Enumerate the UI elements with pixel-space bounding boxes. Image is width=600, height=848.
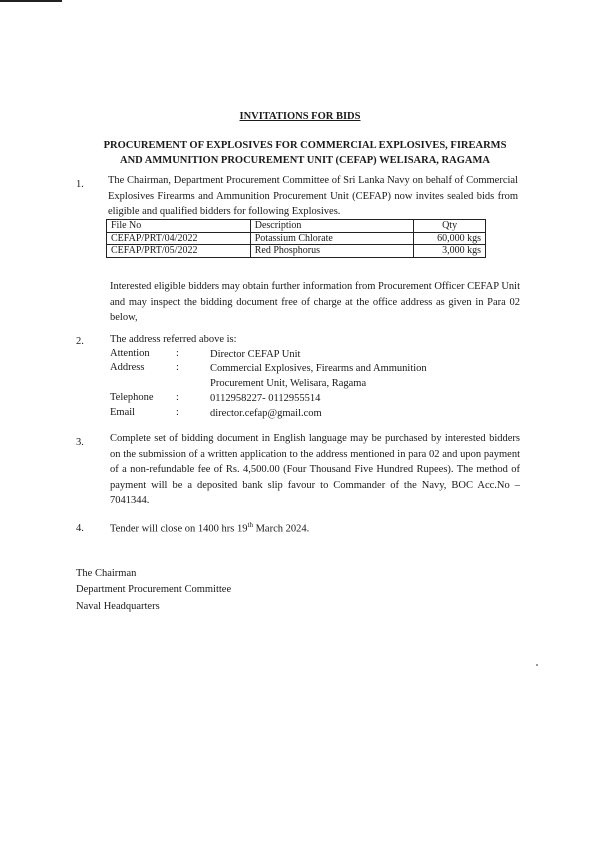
scan-speck — [536, 664, 538, 666]
header-file-no: File No — [107, 220, 251, 233]
subtitle-line-2: AND AMMUNITION PROCUREMENT UNIT (CEFAP) WELISARA, RAGAMA — [120, 155, 490, 167]
signature-line-2: Department Procurement Committee — [76, 584, 232, 596]
attention-colon: : — [176, 348, 179, 359]
cell-description: Red Phosphorus — [250, 245, 413, 258]
header-qty: Qty — [414, 220, 486, 233]
para-1-followup: Interested eligible bidders may obtain further information from Procurement Officer CEFAP Unit and may inspect the bidding document free of charge at the office address as given in Para 02 below, — [110, 281, 520, 324]
para-4-text — [110, 520, 520, 537]
document-subtitle — [60, 138, 550, 168]
address-row — [110, 361, 530, 393]
closing-date-text: Tender will close on 1400 hrs 19 — [110, 523, 248, 535]
signature-line-1: The Chairman — [76, 568, 137, 579]
para-2-intro: The address referred above is: — [110, 334, 237, 345]
subtitle-line-1: PROCUREMENT OF EXPLOSIVES FOR COMMERCIAL EXPLOSIVES, FIREARMS — [103, 140, 507, 151]
document-title: INVITATIONS FOR BIDS — [239, 111, 361, 122]
email-value[interactable]: director.cefap@gmail.com — [210, 408, 322, 419]
email-row — [110, 406, 530, 422]
para-1-text: The Chairman, Department Procurement Committee of Sri Lanka Navy on behalf of Commercial Explosives Firearms and Ammunition Procurement Unit (CEFAP) now invites sealed bids from eligible and qualified bidders for following Explosives. — [108, 175, 518, 218]
address-colon: : — [176, 362, 179, 373]
para-4-number: 4. — [76, 523, 84, 534]
cell-file-no: CEFAP/PRT/04/2022 — [107, 232, 251, 245]
attention-label: Attention — [110, 348, 150, 359]
attention-value: Director CEFAP Unit — [210, 349, 301, 360]
address-line-2: Procurement Unit, Welisara, Ragama — [210, 378, 367, 390]
signature-line-3: Naval Headquarters — [76, 600, 160, 612]
table-header-row — [107, 220, 486, 233]
telephone-label: Telephone — [110, 392, 154, 403]
telephone-colon: : — [176, 392, 179, 403]
telephone-row — [110, 391, 530, 407]
signature-block — [76, 566, 231, 615]
header-description: Description — [250, 220, 413, 233]
cell-description: Potassium Chlorate — [250, 232, 413, 245]
closing-date-month: March 2024. — [252, 523, 310, 535]
para-1-number: 1. — [76, 179, 84, 190]
ordinal-suffix: th — [247, 521, 253, 529]
email-colon: : — [176, 407, 179, 418]
table-row — [107, 245, 486, 258]
cell-qty: 3,000 kgs — [414, 245, 486, 258]
address-value — [210, 361, 530, 391]
explosives-table — [106, 219, 486, 258]
table-row — [107, 232, 486, 245]
para-3-text: Complete set of bidding document in English language may be purchased by interested bidders on the submission of a written application to the address mentioned in para 02 and upon payment of a non-refundable fee of Rs. 4,500.00 (Four Thousand Five Hundred Rupees). The method of payment will be a deposited bank slip favour to Commander of the Navy, BOC Acc.No – 7041344. — [110, 433, 520, 507]
address-label: Address — [110, 362, 145, 373]
cell-qty: 60,000 kgs — [414, 232, 486, 245]
email-label: Email — [110, 407, 136, 418]
para-2-number: 2. — [76, 336, 84, 347]
telephone-value: 0112958227- 0112955514 — [210, 393, 321, 404]
para-3-number: 3. — [76, 437, 84, 448]
cell-file-no: CEFAP/PRT/05/2022 — [107, 245, 251, 258]
address-line-1: Commercial Explosives, Firearms and Ammunition — [210, 363, 427, 374]
scan-edge-mark — [0, 0, 62, 2]
